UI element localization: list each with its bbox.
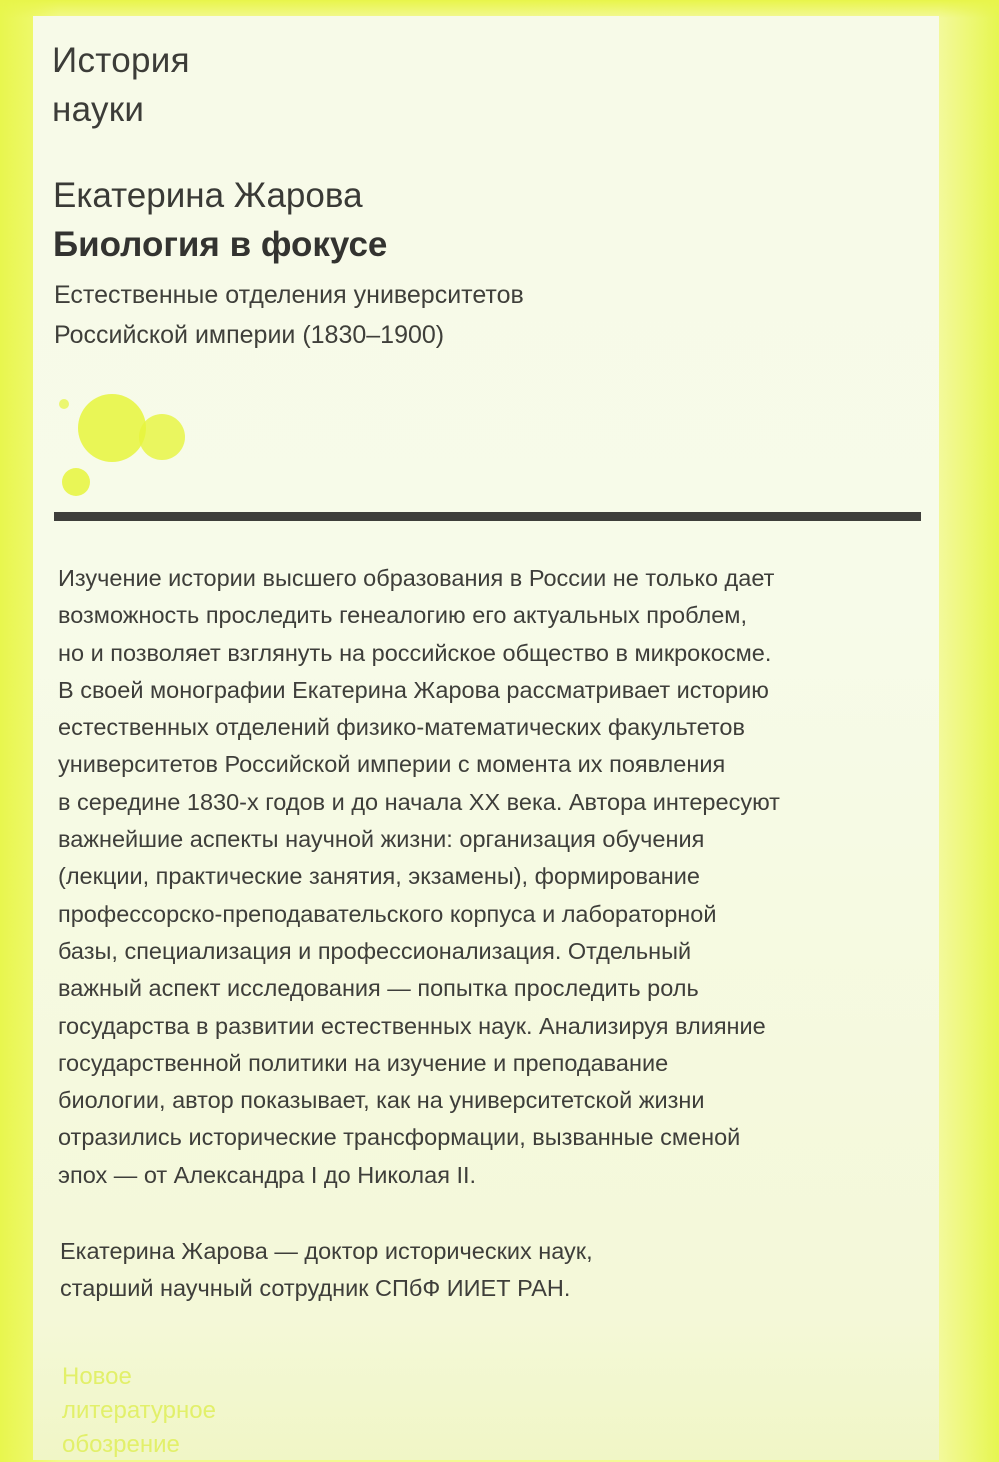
description-line: важный аспект исследования — попытка проследить роль: [58, 975, 699, 1002]
series-title-line: История: [52, 41, 190, 80]
publisher-line: литературное: [62, 1397, 216, 1424]
logo-bubble-large: [78, 394, 146, 462]
description-line: государства в развитии естественных наук. Анализируя влияние: [58, 1012, 766, 1039]
bio-line: Екатерина Жарова — доктор исторических наук,: [60, 1238, 593, 1264]
book-title: Биология в фокусе: [53, 225, 388, 264]
bio-line: старший научный сотрудник СПбФ ИИЕТ РАН.: [60, 1275, 571, 1301]
description-line: университетов Российской империи с момента их появления: [58, 751, 726, 778]
publisher-line: Новое: [62, 1363, 132, 1390]
publisher-name: [62, 1360, 216, 1462]
description-line: отразились исторические трансформации, вызванные сменой: [58, 1124, 741, 1151]
description-line: эпох — от Александра I до Николая II.: [58, 1161, 477, 1188]
description-line: государственной политики на изучение и преподавание: [58, 1049, 669, 1076]
logo-bubble-right: [139, 414, 185, 460]
description-line: важнейшие аспекты научной жизни: организация обучения: [58, 826, 705, 853]
logo-bubble-bottom: [62, 468, 90, 496]
description-line: профессорско-преподавательского корпуса и лабораторной: [58, 900, 717, 927]
description-line: возможность проследить генеалогию его актуальных проблем,: [58, 602, 747, 629]
logo-bubble-small: [59, 399, 69, 409]
description-line: в середине 1830-х годов и до начала XX века. Автора интересуют: [58, 788, 780, 815]
section-divider: [54, 512, 921, 521]
description-line: естественных отделений физико-математических факультетов: [58, 714, 745, 741]
description-line: биологии, автор показывает, как на университетской жизни: [58, 1087, 705, 1114]
description-line: В своей монографии Екатерина Жарова рассматривает историю: [58, 676, 769, 703]
description-line: (лекции, практические занятия, экзамены), формирование: [58, 863, 700, 890]
description-line: базы, специализация и профессионализация. Отдельный: [58, 937, 692, 964]
series-title: [52, 36, 190, 134]
description-line: Изучение истории высшего образования в России не только дает: [58, 565, 775, 591]
series-title-line: науки: [52, 90, 145, 129]
publisher-line: обозрение: [62, 1431, 180, 1458]
author-name: Екатерина Жарова: [53, 176, 363, 215]
description-line: но и позволяет взглянуть на российское общество в микрокосме.: [58, 639, 772, 666]
subtitle-line: Российской империи (1830–1900): [54, 321, 445, 349]
book-subtitle: [54, 275, 524, 355]
author-bio: [60, 1233, 920, 1307]
bubbles-logo-icon: [54, 386, 194, 502]
book-description: [58, 560, 918, 1194]
subtitle-line: Естественные отделения университетов: [54, 281, 524, 309]
